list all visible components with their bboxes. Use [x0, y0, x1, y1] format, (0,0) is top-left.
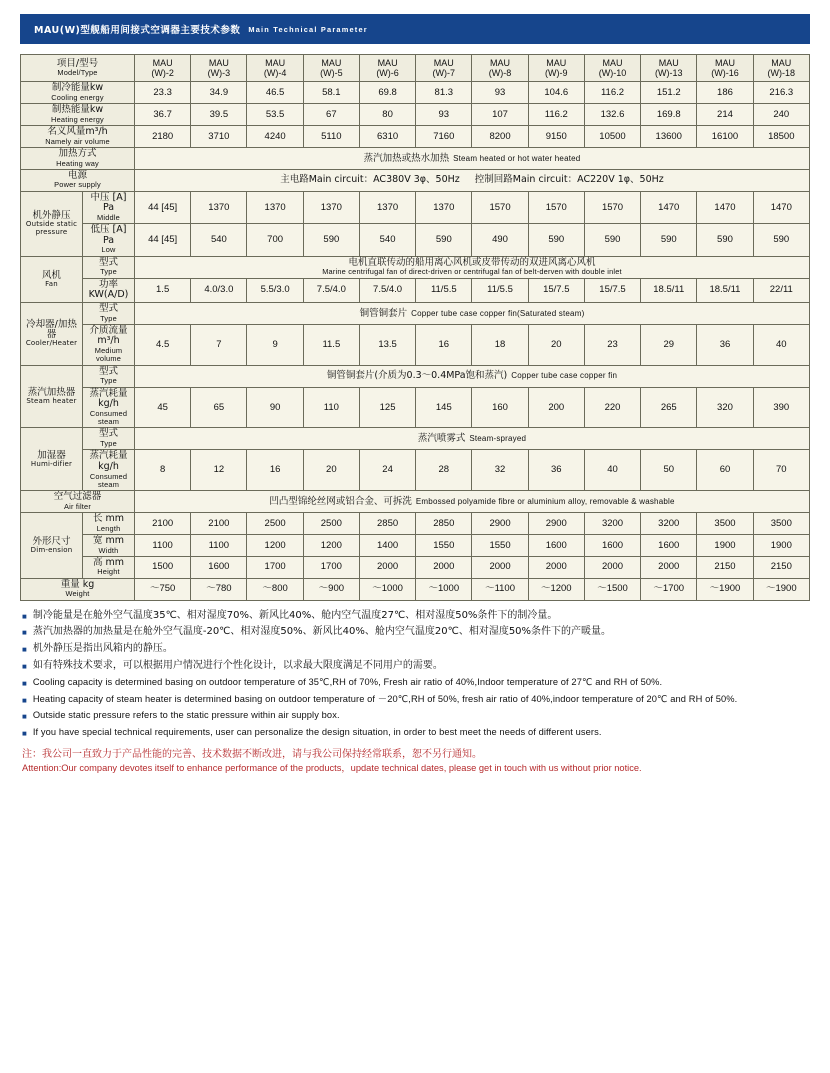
value-cell: 40 — [753, 324, 809, 365]
page-title — [20, 14, 810, 44]
value-cell: 3200 — [641, 512, 697, 534]
value-cell: ～750 — [135, 578, 191, 600]
note-text: Outside static pressure refers to the static pressure within air supply box. — [32, 710, 340, 721]
value-cell: 490 — [472, 224, 528, 257]
dimension-row-label: 宽 mm Width — [83, 534, 135, 556]
value-cell: 36 — [697, 324, 753, 365]
value-cell: 9 — [247, 324, 303, 365]
value-cell: ～1000 — [416, 578, 472, 600]
note-bullet-icon: ■ — [22, 645, 27, 655]
value-cell: 1600 — [584, 534, 640, 556]
value-cell: 1100 — [191, 534, 247, 556]
air-filter-label: 空气过滤器 Air filter — [21, 491, 135, 513]
value-cell: 20 — [528, 324, 584, 365]
row-cooler-type — [21, 302, 810, 324]
heating-way-label: 加热方式 Heating way — [21, 147, 135, 169]
value-cell: 700 — [247, 224, 303, 257]
value-cell: 2500 — [247, 512, 303, 534]
value-cell: 2150 — [697, 556, 753, 578]
footer-cn: 注：我公司一直致力于产品性能的完善、技术数据不断改进，请与我公司保持经常联系，恕不另行通知。 — [22, 748, 482, 760]
value-cell: 13.5 — [359, 324, 415, 365]
row-static-pressure-1 — [21, 224, 810, 257]
value-cell: 16100 — [697, 125, 753, 147]
value-cell: ～1900 — [753, 578, 809, 600]
value-cell: 7 — [191, 324, 247, 365]
value-cell: 2900 — [472, 512, 528, 534]
note-bullet-icon: ■ — [22, 729, 27, 739]
value-cell: 590 — [528, 224, 584, 257]
note-text: 机外静压是指出风箱内的静压。 — [32, 643, 173, 655]
note-bullet-icon: ■ — [22, 678, 27, 688]
static-pressure-row-label: 中压 [A] Pa Middle — [83, 191, 135, 224]
value-cell: 18.5/11 — [697, 278, 753, 302]
humidifier-consumed-label: 蒸汽耗量kg/h Consumed steam — [83, 450, 135, 491]
header-model-2: MAU (W)-3 — [191, 55, 247, 82]
value-cell: 9150 — [528, 125, 584, 147]
value-cell: 18500 — [753, 125, 809, 147]
value-cell: 110 — [303, 387, 359, 428]
value-cell: ～1900 — [697, 578, 753, 600]
value-cell: 1470 — [753, 191, 809, 224]
value-cell: 1900 — [753, 534, 809, 556]
value-cell: 200 — [528, 387, 584, 428]
humidifier-type-label: 型式 Type — [83, 428, 135, 450]
header-model-9: MAU (W)-10 — [584, 55, 640, 82]
notes-list — [22, 609, 808, 740]
value-cell: 1470 — [697, 191, 753, 224]
value-cell: ～1200 — [528, 578, 584, 600]
header-model-6: MAU (W)-7 — [416, 55, 472, 82]
value-cell: 40 — [584, 450, 640, 491]
value-cell: 81.3 — [416, 82, 472, 104]
value-cell: 11/5.5 — [416, 278, 472, 302]
value-cell: 60 — [697, 450, 753, 491]
value-cell: 220 — [584, 387, 640, 428]
row-dimension-2 — [21, 556, 810, 578]
value-cell: 132.6 — [584, 104, 640, 126]
row-humidifier-consumed — [21, 450, 810, 491]
header-model-5: MAU (W)-6 — [359, 55, 415, 82]
value-cell: 1700 — [303, 556, 359, 578]
note-bullet-icon: ■ — [22, 611, 27, 621]
value-cell: 104.6 — [528, 82, 584, 104]
note-text: 如有特殊技术要求，可以根据用户情况进行个性化设计，以求最大限度满足不同用户的需要。 — [32, 659, 443, 671]
value-cell: 116.2 — [584, 82, 640, 104]
spec-table — [20, 54, 810, 601]
static-pressure-group-label: 机外静压 Outside static pressure — [21, 191, 83, 256]
header-model-type: 项目/型号 Model/Type — [21, 55, 135, 82]
value-cell: 3500 — [697, 512, 753, 534]
value-cell: 45 — [135, 387, 191, 428]
row-0 — [21, 82, 810, 104]
note-bullet-icon: ■ — [22, 712, 27, 722]
fan-type-value: 电机直联传动的船用离心风机或皮带传动的双进风离心风机 Marine centrifugal fan of direct-driven or centrifugal fan of belt-derven with double inlet — [135, 256, 810, 278]
power-supply-value: 主电路Main circuit：AC380V 3φ、50Hz 控制回路Main circuit：AC220V 1φ、50Hz — [135, 169, 810, 191]
value-cell: 1200 — [303, 534, 359, 556]
value-cell: 34.9 — [191, 82, 247, 104]
note-item — [22, 659, 808, 673]
value-cell: 2850 — [416, 512, 472, 534]
value-cell: 320 — [697, 387, 753, 428]
value-cell: ～1000 — [359, 578, 415, 600]
power-supply-label: 电源 Power supply — [21, 169, 135, 191]
note-bullet-icon: ■ — [22, 628, 27, 638]
row-label: 制热能量kw Heating energy — [21, 104, 135, 126]
value-cell: 1.5 — [135, 278, 191, 302]
value-cell: 1370 — [416, 191, 472, 224]
value-cell: 46.5 — [247, 82, 303, 104]
value-cell: 67 — [303, 104, 359, 126]
value-cell: 540 — [191, 224, 247, 257]
header-model-8: MAU (W)-9 — [528, 55, 584, 82]
note-item — [22, 709, 808, 723]
value-cell: 116.2 — [528, 104, 584, 126]
note-item — [22, 625, 808, 639]
row-heating-way — [21, 147, 810, 169]
value-cell: 5.5/3.0 — [247, 278, 303, 302]
row-2 — [21, 125, 810, 147]
dimension-group-label: 外形尺寸 Dim-ension — [21, 512, 83, 578]
value-cell: 16 — [416, 324, 472, 365]
header-model-1: MAU (W)-2 — [135, 55, 191, 82]
header-model-10: MAU (W)-13 — [641, 55, 697, 82]
value-cell: 70 — [753, 450, 809, 491]
value-cell: 590 — [584, 224, 640, 257]
value-cell: 4.5 — [135, 324, 191, 365]
value-cell: 3200 — [584, 512, 640, 534]
note-text: Cooling capacity is determined basing on outdoor temperature of 35℃,RH of 70%, Fresh air ratio of 40%,Indoor temperature of 27℃ and RH of 50%. — [32, 676, 663, 687]
value-cell: 216.3 — [753, 82, 809, 104]
value-cell: 1100 — [135, 534, 191, 556]
value-cell: 1550 — [472, 534, 528, 556]
value-cell: 2000 — [472, 556, 528, 578]
note-item — [22, 676, 808, 690]
value-cell: 24 — [359, 450, 415, 491]
value-cell: 2000 — [584, 556, 640, 578]
row-fan-power — [21, 278, 810, 302]
row-steam-heater-type — [21, 365, 810, 387]
value-cell: 1570 — [584, 191, 640, 224]
table-header-row — [21, 55, 810, 82]
value-cell: 53.5 — [247, 104, 303, 126]
humidifier-type-value: 蒸汽喷雾式 Steam-sprayed — [135, 428, 810, 450]
value-cell: 2000 — [416, 556, 472, 578]
value-cell: 2180 — [135, 125, 191, 147]
header-model-11: MAU (W)-16 — [697, 55, 753, 82]
value-cell: ～800 — [247, 578, 303, 600]
value-cell: 7.5/4.0 — [359, 278, 415, 302]
value-cell: ～900 — [303, 578, 359, 600]
note-item — [22, 726, 808, 740]
cooler-type-label: 型式 Type — [83, 302, 135, 324]
value-cell: 540 — [359, 224, 415, 257]
footer-attention — [22, 748, 808, 776]
steam-heater-type-value: 铜管铜套片(介质为0.3～0.4MPa饱和蒸汽) Copper tube case copper fin — [135, 365, 810, 387]
header-model-12: MAU (W)-18 — [753, 55, 809, 82]
value-cell: 1370 — [303, 191, 359, 224]
value-cell: 1500 — [135, 556, 191, 578]
value-cell: 7160 — [416, 125, 472, 147]
value-cell: 32 — [472, 450, 528, 491]
value-cell: 18.5/11 — [641, 278, 697, 302]
value-cell: 125 — [359, 387, 415, 428]
value-cell: 1900 — [697, 534, 753, 556]
fan-power-label: 功率KW(A/D) — [83, 278, 135, 302]
value-cell: 18 — [472, 324, 528, 365]
header-model-3: MAU (W)-4 — [247, 55, 303, 82]
value-cell: 11.5 — [303, 324, 359, 365]
header-model-7: MAU (W)-8 — [472, 55, 528, 82]
spec-table-body — [21, 55, 810, 601]
value-cell: 20 — [303, 450, 359, 491]
row-dimension-0 — [21, 512, 810, 534]
note-item — [22, 609, 808, 623]
static-pressure-row-label: 低压 [A] Pa Low — [83, 224, 135, 257]
value-cell: 1570 — [528, 191, 584, 224]
row-label: 制冷能量kw Cooling energy — [21, 82, 135, 104]
value-cell: 15/7.5 — [584, 278, 640, 302]
air-filter-value: 凹凸型锦纶丝网或铝合金、可拆洗 Embossed polyamide fibre or aluminium alloy, removable & washable — [135, 491, 810, 513]
note-text: If you have special technical requirements, user can personalize the design situation, in order to best meet the needs of different users. — [32, 727, 602, 738]
fan-type-label: 型式 Type — [83, 256, 135, 278]
value-cell: 80 — [359, 104, 415, 126]
page-title-cn: MAU(W)型舰船用间接式空调器主要技术参数 — [34, 25, 241, 36]
steam-heater-consumed-label: 蒸汽耗量kg/h Consumed steam — [83, 387, 135, 428]
header-model-4: MAU (W)-5 — [303, 55, 359, 82]
value-cell: 16 — [247, 450, 303, 491]
spec-table-wrapper — [20, 54, 810, 601]
value-cell: 23 — [584, 324, 640, 365]
value-cell: 2500 — [303, 512, 359, 534]
value-cell: 8200 — [472, 125, 528, 147]
value-cell: 240 — [753, 104, 809, 126]
row-label: 名义风量m³/h Namely air volume — [21, 125, 135, 147]
value-cell: 8 — [135, 450, 191, 491]
value-cell: 590 — [753, 224, 809, 257]
row-cooler-medium — [21, 324, 810, 365]
value-cell: 1600 — [191, 556, 247, 578]
value-cell: 2150 — [753, 556, 809, 578]
cooler-type-value: 铜管铜套片 Copper tube case copper fin(Saturated steam) — [135, 302, 810, 324]
value-cell: 186 — [697, 82, 753, 104]
value-cell: 22/11 — [753, 278, 809, 302]
humidifier-group-label: 加湿器 Humi-difier — [21, 428, 83, 491]
value-cell: 65 — [191, 387, 247, 428]
row-1 — [21, 104, 810, 126]
value-cell: 3710 — [191, 125, 247, 147]
note-text: 制冷能量是在舱外空气温度35℃、相对湿度70%、新风比40%、舱内空气温度27℃、相对湿度50%条件下的制冷量。 — [32, 609, 558, 621]
value-cell: 590 — [416, 224, 472, 257]
value-cell: 12 — [191, 450, 247, 491]
row-steam-heater-consumed — [21, 387, 810, 428]
value-cell: 6310 — [359, 125, 415, 147]
value-cell: ～1100 — [472, 578, 528, 600]
value-cell: 1400 — [359, 534, 415, 556]
value-cell: 2000 — [641, 556, 697, 578]
steam-heater-type-label: 型式 Type — [83, 365, 135, 387]
value-cell: 2900 — [528, 512, 584, 534]
value-cell: 1570 — [472, 191, 528, 224]
value-cell: 39.5 — [191, 104, 247, 126]
value-cell: 15/7.5 — [528, 278, 584, 302]
value-cell: 590 — [303, 224, 359, 257]
value-cell: 36.7 — [135, 104, 191, 126]
value-cell: 44 [45] — [135, 224, 191, 257]
value-cell: 107 — [472, 104, 528, 126]
value-cell: 1200 — [247, 534, 303, 556]
value-cell: 151.2 — [641, 82, 697, 104]
row-power-supply — [21, 169, 810, 191]
value-cell: 23.3 — [135, 82, 191, 104]
value-cell: 214 — [697, 104, 753, 126]
value-cell: 4240 — [247, 125, 303, 147]
value-cell: 28 — [416, 450, 472, 491]
value-cell: 2850 — [359, 512, 415, 534]
value-cell: 265 — [641, 387, 697, 428]
fan-group-label: 风机 Fan — [21, 256, 83, 302]
steam-heater-group-label: 蒸汽加热器 Steam heater — [21, 365, 83, 428]
value-cell: 93 — [416, 104, 472, 126]
value-cell: ～1700 — [641, 578, 697, 600]
value-cell: 2000 — [359, 556, 415, 578]
value-cell: 58.1 — [303, 82, 359, 104]
value-cell: 1700 — [247, 556, 303, 578]
value-cell: 11/5.5 — [472, 278, 528, 302]
value-cell: 390 — [753, 387, 809, 428]
value-cell: 1370 — [191, 191, 247, 224]
note-bullet-icon: ■ — [22, 695, 27, 705]
value-cell: 93 — [472, 82, 528, 104]
note-text: Heating capacity of steam heater is determined basing on outdoor temperature of －20℃,RH of 50%, fresh air ratio of 40%,indoor temperature of 20℃ and RH of 50%. — [32, 693, 738, 704]
note-bullet-icon: ■ — [22, 661, 27, 671]
value-cell: 169.8 — [641, 104, 697, 126]
value-cell: ～780 — [191, 578, 247, 600]
row-air-filter — [21, 491, 810, 513]
dimension-row-label: 长 mm Length — [83, 512, 135, 534]
value-cell: 4.0/3.0 — [191, 278, 247, 302]
note-item — [22, 693, 808, 707]
value-cell: 29 — [641, 324, 697, 365]
value-cell: 1600 — [528, 534, 584, 556]
value-cell: 7.5/4.0 — [303, 278, 359, 302]
value-cell: 1470 — [641, 191, 697, 224]
weight-label: 重量 kg Weight — [21, 578, 135, 600]
dimension-row-label: 高 mm Height — [83, 556, 135, 578]
datasheet-page — [0, 14, 830, 1073]
value-cell: 1600 — [641, 534, 697, 556]
value-cell: 50 — [641, 450, 697, 491]
value-cell: ～1500 — [584, 578, 640, 600]
value-cell: 44 [45] — [135, 191, 191, 224]
value-cell: 1550 — [416, 534, 472, 556]
page-title-en: Main Technical Parameter — [248, 24, 368, 34]
value-cell: 36 — [528, 450, 584, 491]
row-humidifier-type — [21, 428, 810, 450]
value-cell: 2100 — [191, 512, 247, 534]
value-cell: 590 — [641, 224, 697, 257]
row-weight — [21, 578, 810, 600]
value-cell: 10500 — [584, 125, 640, 147]
value-cell: 69.8 — [359, 82, 415, 104]
row-fan-type — [21, 256, 810, 278]
value-cell: 2000 — [528, 556, 584, 578]
note-text: 蒸汽加热器的加热量是在舱外空气温度-20℃、相对湿度50%、新风比40%、舱内空气温度20℃、相对湿度50%条件下的产暖量。 — [32, 626, 612, 638]
value-cell: 1370 — [359, 191, 415, 224]
cooler-medium-label: 介质流量m³/h Medium volume — [83, 324, 135, 365]
value-cell: 90 — [247, 387, 303, 428]
value-cell: 2100 — [135, 512, 191, 534]
heating-way-value: 蒸汽加热或热水加热 Steam heated or hot water heated — [135, 147, 810, 169]
note-item — [22, 642, 808, 656]
value-cell: 145 — [416, 387, 472, 428]
value-cell: 3500 — [753, 512, 809, 534]
value-cell: 1370 — [247, 191, 303, 224]
footer-en: Attention:Our company devotes itself to enhance performance of the products，update technical dates, please get in touch with us without prior notice. — [22, 763, 642, 774]
value-cell: 5110 — [303, 125, 359, 147]
value-cell: 160 — [472, 387, 528, 428]
value-cell: 13600 — [641, 125, 697, 147]
value-cell: 590 — [697, 224, 753, 257]
cooler-group-label: 冷却器/加热器 Cooler/Heater — [21, 302, 83, 365]
row-static-pressure-0 — [21, 191, 810, 224]
row-dimension-1 — [21, 534, 810, 556]
